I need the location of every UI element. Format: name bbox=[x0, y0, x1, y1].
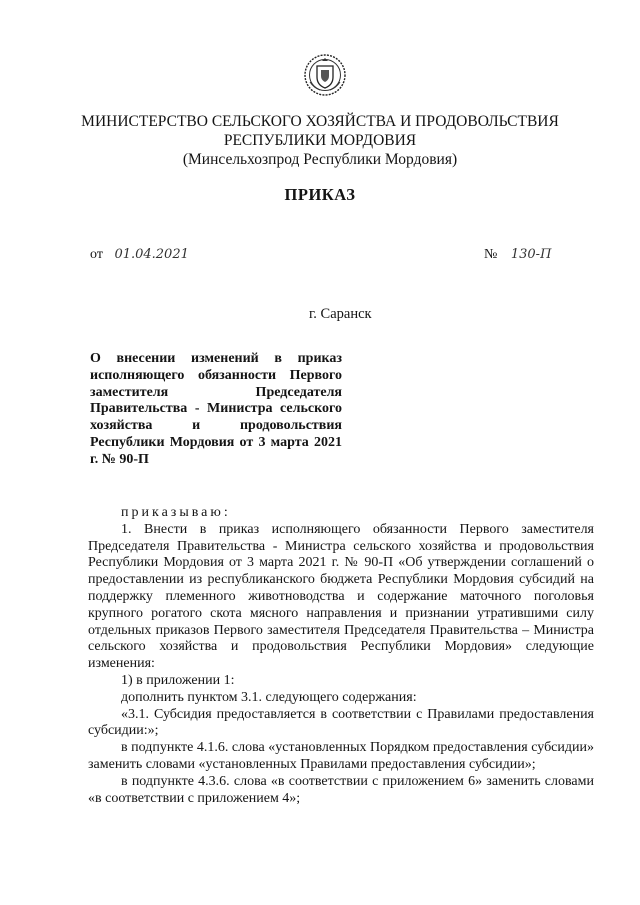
document-type-title: ПРИКАЗ bbox=[284, 185, 356, 204]
document-subject: О внесении изменений в приказ исполняющего обязанности Первого заместителя Председателя Правительства - Министра сельского хозяйства и продовольствия Республики Мордовия от 3 марта 2021 г. № 90-П bbox=[90, 351, 342, 467]
date-field bbox=[90, 247, 189, 263]
city-name: г. Саранск bbox=[309, 306, 372, 322]
order-word: приказываю: bbox=[121, 505, 231, 520]
document-body bbox=[88, 505, 594, 807]
date-handwritten: 01.04.2021 bbox=[114, 247, 189, 262]
paragraph-1: 1. Внести в приказ исполняющего обязанности Первого заместителя Председателя Правительства - Министра сельского хозяйства и продовольствия Республики Мордовия от 3 марта 2021 г. № 90-П «Об утверждении соглашений о предоставлении из республиканского бюджета Республики Мордовия субсидий на поддержку племенного животноводства и содержание маточного поголовья крупного рогатого скота мясного направления и признании утратившими силу отдельных приказов Первого заместителя Председателя Правительства – Министра сельского хозяйства и продовольствия Республики Мордовия» следующие изменения: bbox=[88, 521, 594, 672]
paragraph-3: дополнить пунктом 3.1. следующего содержания: bbox=[121, 689, 417, 705]
paragraph-4: «3.1. Субсидия предоставляется в соответствии с Правилами предоставления субсидии:»; bbox=[88, 706, 594, 739]
number-field bbox=[484, 247, 551, 263]
organization-short-name: (Минсельхозпрод Республики Мордовия) bbox=[182, 151, 458, 168]
organization-name-line1: МИНИСТЕРСТВО СЕЛЬСКОГО ХОЗЯЙСТВА И ПРОДОВОЛЬСТВИЯ bbox=[81, 113, 559, 130]
organization-name-line2: РЕСПУБЛИКИ МОРДОВИЯ bbox=[223, 132, 417, 149]
number-handwritten: 130-П bbox=[510, 247, 552, 262]
coat-of-arms-emblem bbox=[302, 52, 348, 98]
number-prefix: № bbox=[484, 247, 498, 262]
paragraph-6: в подпункте 4.3.6. слова «в соответствии с приложением 6» заменить словами «в соответствии с приложением 4»; bbox=[88, 773, 594, 806]
paragraph-2: 1) в приложении 1: bbox=[121, 672, 235, 688]
date-prefix: от bbox=[90, 247, 103, 262]
paragraph-5: в подпункте 4.1.6. слова «установленных Порядком предоставления субсидии» заменить словами «установленных Правилами предоставления субсидии»; bbox=[88, 740, 594, 772]
